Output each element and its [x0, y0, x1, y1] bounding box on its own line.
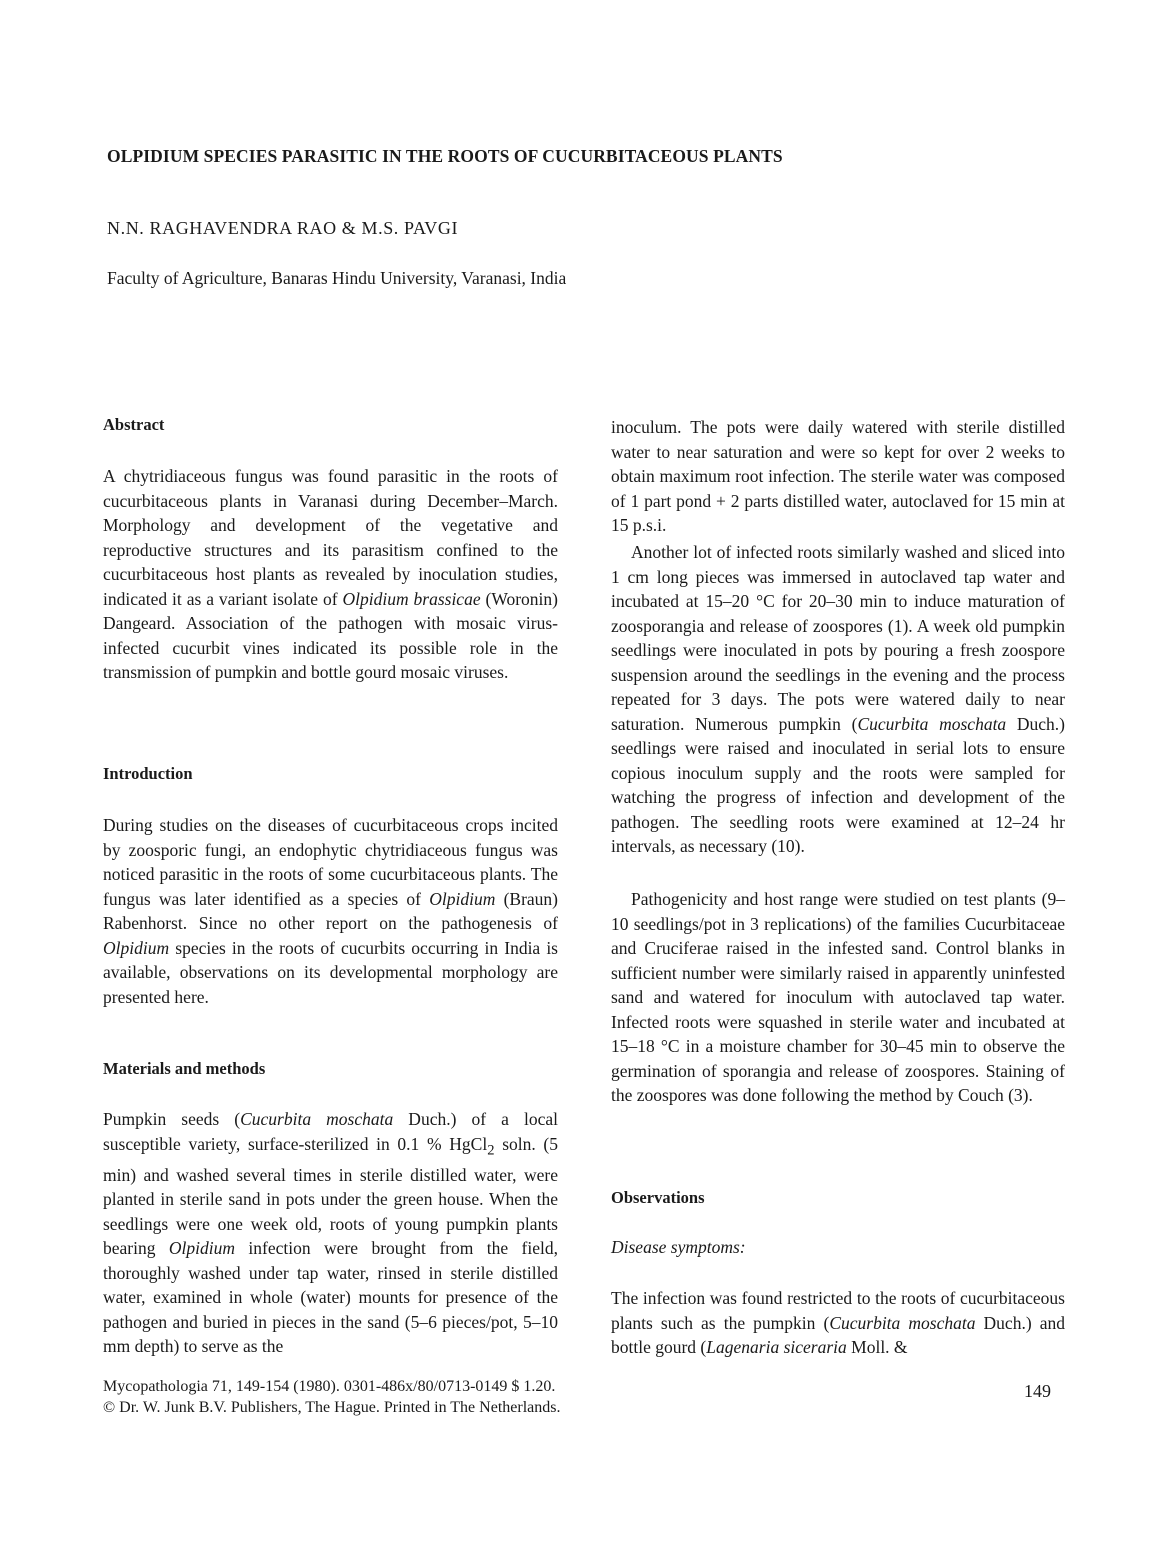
affiliation: Faculty of Agriculture, Banaras Hindu University, Varanasi, India	[107, 268, 567, 288]
introduction-heading: Introduction	[103, 764, 193, 783]
introduction-text: During studies on the diseases of cucurbitaceous crops incited by zoosporic fungi, an endophytic chytridiaceous fungus was noticed parasitic in the roots of some cucurbitaceous plants. The fungus was later identified as a species of Olpidium (Braun) Rabenhorst. Since no other report on the pathogenesis of Olpidium species in the roots of cucurbits occurring in India is available, observations on its developmental morphology are presented here.	[103, 815, 558, 1007]
methods-paragraph-2: Another lot of infected roots similarly washed and sliced into 1 cm long pieces was immersed in autoclaved tap water and incubated at 15–20 °C for 20–30 min to induce maturation of zoosporangia and release of zoospores (1). A week old pumpkin seedlings were inoculated in pots by pouring a fresh zoospore suspension around the seedlings in the evening and the process repeated for 3 days. The pots were watered daily to near saturation. Numerous pumpkin (Cucurbita moschata Duch.) seedlings were raised and inoculated in serial lots to ensure copious inoculum supply and the roots were sampled for watching the progress of infection and development of the pathogen. The seedling roots were examined at 12–24 hr intervals, as necessary (10).	[611, 542, 1065, 856]
paper-title: OLPIDIUM SPECIES PARASITIC IN THE ROOTS OF CUCURBITACEOUS PLANTS	[107, 146, 783, 166]
observations-text: The infection was found restricted to the roots of cucurbitaceous plants such as the pumpkin (Cucurbita moschata Duch.) and bottle gourd (Lagenaria siceraria Moll. &	[611, 1288, 1065, 1357]
observations-heading: Observations	[611, 1188, 705, 1207]
journal-citation: Mycopathologia 71, 149-154 (1980). 0301-486x/80/0713-0149 $ 1.20.	[103, 1378, 556, 1395]
species-name: Cucurbita moschata	[857, 713, 1007, 734]
species-name: Olpidium brassicae	[342, 588, 481, 609]
genus-name: Olpidium	[168, 1238, 236, 1258]
copyright-line: © Dr. W. Junk B.V. Publishers, The Hague. Printed in The Netherlands.	[103, 1399, 561, 1416]
abstract-heading: Abstract	[103, 415, 165, 434]
methods-heading: Materials and methods	[103, 1059, 266, 1078]
genus-name: Olpidium	[103, 937, 170, 958]
species-name: Lagenaria siceraria	[706, 1337, 847, 1357]
abstract-text: A chytridiaceous fungus was found parasitic in the roots of cucurbitaceous plants in Varanasi during December–March. Morphology and development of the vegetative and reproductive structures and its parasitism confined to the cucurbitaceous host plants as revealed by inoculation studies, indicated it as a variant isolate of Olpidium brassicae (Woronin) Dangeard. Association of the pathogen with mosaic virus-infected cucurbit vines indicated its possible role in the transmission of pumpkin and bottle gourd mosaic viruses.	[103, 466, 558, 682]
genus-name: Olpidium	[429, 888, 496, 909]
methods-paragraph-3: Pathogenicity and host range were studied on test plants (9–10 seedlings/pot in 3 replications) of the families Cucurbitaceae and Cruciferae raised in the infested sand. Control blanks in sufficient number were similarly raised in apparently uninfested sand and watered for inoculum with autoclaved tap water. Infected roots were squashed in sterile water and incubated at 15–18 °C in a moisture chamber for 30–45 min to observe the germination of sporangia and release of zoospores. Staining of the zoospores was done following the method by Couch (3).	[611, 889, 1065, 1105]
species-name: Cucurbita moschata	[240, 1109, 394, 1129]
disease-symptoms-subheading: Disease symptoms:	[611, 1237, 746, 1257]
page-number: 149	[1024, 1381, 1051, 1401]
footer-citation	[103, 1376, 560, 1418]
methods-continued-text: inoculum. The pots were daily watered with sterile distilled water to near saturation and were so kept for over 2 weeks to obtain maximum root infection. The sterile water was composed of 1 part pond + 2 parts distilled water, autoclaved for 15 min at 15 p.s.i.	[611, 417, 1065, 535]
authors: N.N. RAGHAVENDRA RAO & M.S. PAVGI	[107, 218, 459, 238]
methods-text: Pumpkin seeds (Cucurbita moschata Duch.) of a local susceptible variety, surface-sterilized in 0.1 % HgCl$_2$ soln. (5 min) and washed several times in sterile distilled water, were planted in sterile sand in pots under the green house. When the seedlings were one week old, roots of young pumpkin plants bearing Olpidium infection were brought from the field, thoroughly washed under tap water, rinsed in sterile distilled water, examined in whole (water) mounts for presence of the pathogen and buried in pieces in the sand (5–6 pieces/pot, 5–10 mm depth) to serve as the	[103, 1109, 559, 1356]
species-name: Cucurbita moschata	[829, 1312, 976, 1333]
subscript: 2	[487, 1142, 495, 1158]
